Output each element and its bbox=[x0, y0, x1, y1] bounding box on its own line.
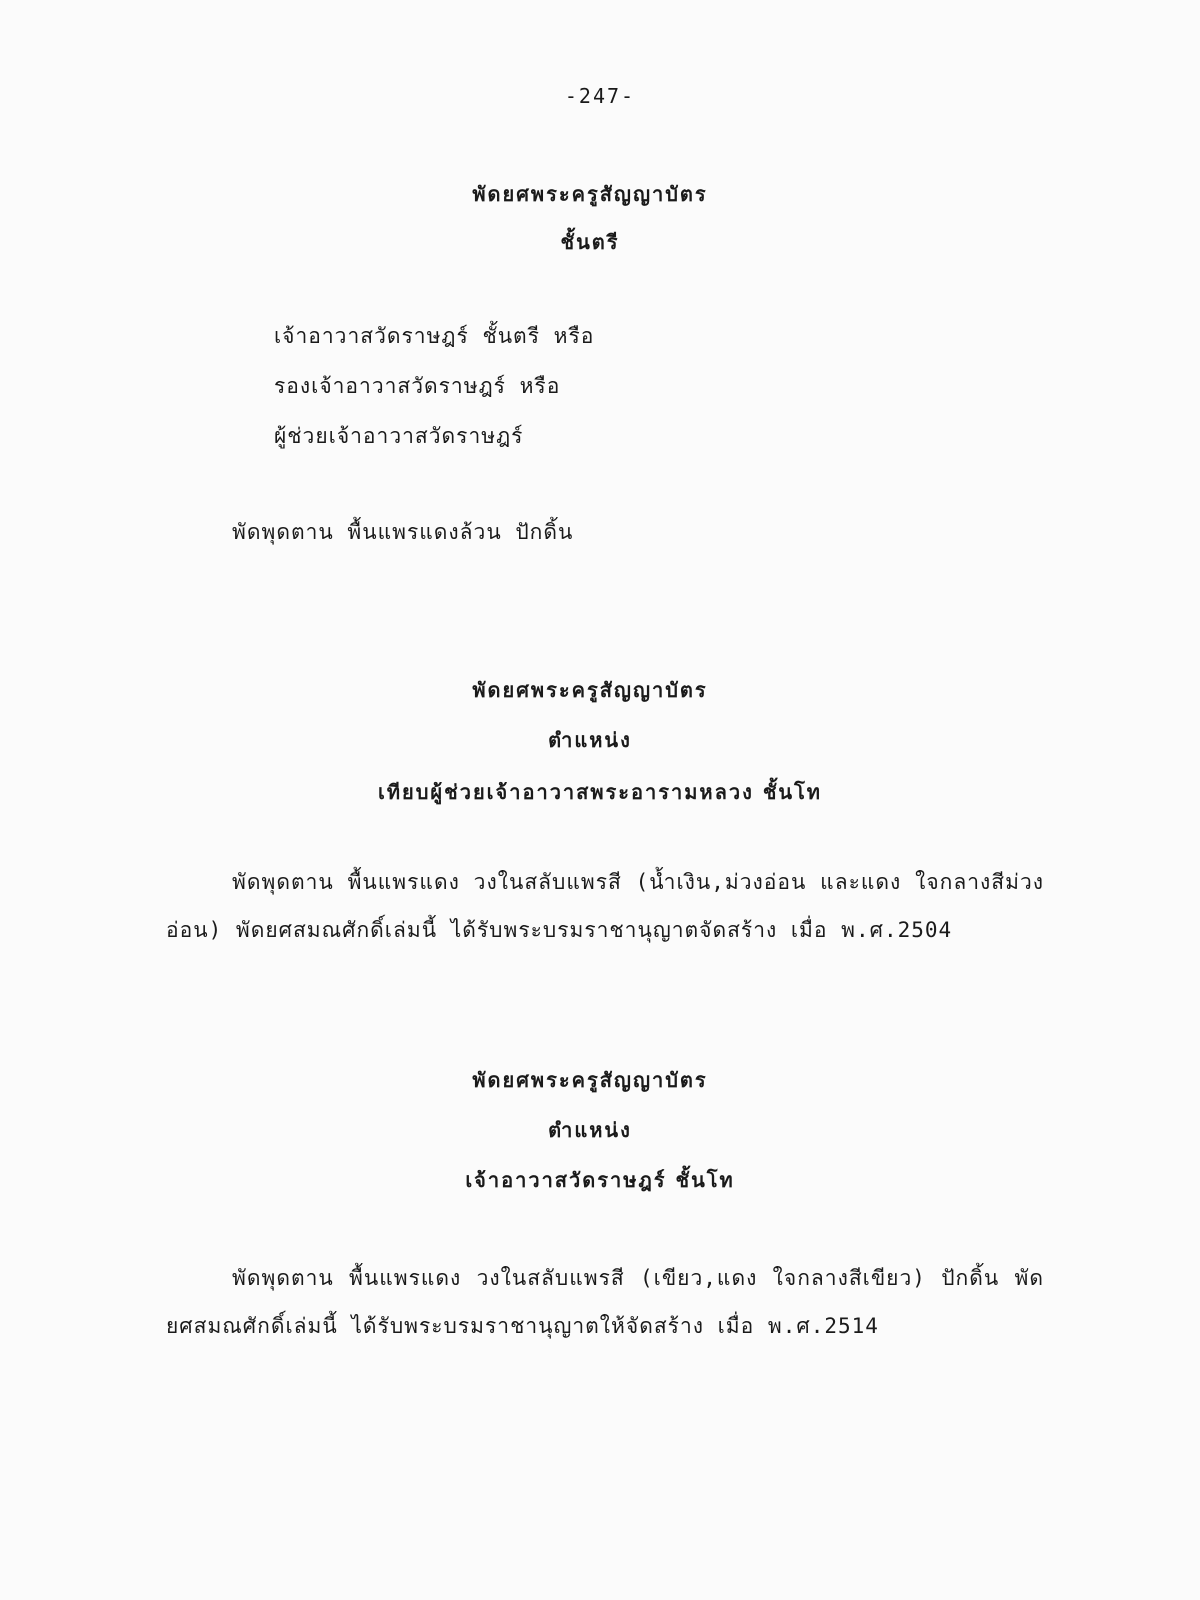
section3-heading-position: ตำแหน่ง bbox=[548, 1118, 632, 1142]
section2-heading-title: พัดยศพระครูสัญญาบัตร bbox=[472, 678, 708, 702]
section3-description-line-1: พัดพุดตาน พื้นแพรแดง วงในสลับแพรสี (เขียว,แดง ใจกลางสีเขียว) ปักดิ้น พัด bbox=[232, 1266, 1044, 1290]
section3-heading-title: พัดยศพระครูสัญญาบัตร bbox=[472, 1068, 708, 1092]
page-number: -247- bbox=[564, 84, 636, 108]
section1-heading-rank: ชั้นตรี bbox=[560, 230, 620, 254]
section2-heading-rank: เทียบผู้ช่วยเจ้าอาวาสพระอารามหลวง ชั้นโท bbox=[377, 780, 822, 804]
section1-position-2: รองเจ้าอาวาสวัดราษฎร์ หรือ bbox=[274, 374, 561, 398]
section1-position-1: เจ้าอาวาสวัดราษฎร์ ชั้นตรี หรือ bbox=[274, 324, 595, 348]
section3-heading-rank: เจ้าอาวาสวัดราษฎร์ ชั้นโท bbox=[465, 1168, 735, 1192]
section1-position-3: ผู้ช่วยเจ้าอาวาสวัดราษฎร์ bbox=[274, 424, 524, 448]
section1-description: พัดพุดตาน พื้นแพรแดงล้วน ปักดิ้น bbox=[232, 520, 574, 544]
section2-description-line-1: พัดพุดตาน พื้นแพรแดง วงในสลับแพรสี (น้ำเงิน,ม่วงอ่อน และแดง ใจกลางสีม่วง bbox=[232, 870, 1044, 894]
section3-description-line-2: ยศสมณศักดิ์เล่มนี้ ได้รับพระบรมราชานุญาตให้จัดสร้าง เมื่อ พ.ศ.2514 bbox=[166, 1314, 879, 1338]
section1-heading-title: พัดยศพระครูสัญญาบัตร bbox=[472, 182, 708, 206]
section2-description-line-2: อ่อน) พัดยศสมณศักดิ์เล่มนี้ ได้รับพระบรมราชานุญาตจัดสร้าง เมื่อ พ.ศ.2504 bbox=[166, 918, 953, 942]
section2-heading-position: ตำแหน่ง bbox=[548, 728, 632, 752]
